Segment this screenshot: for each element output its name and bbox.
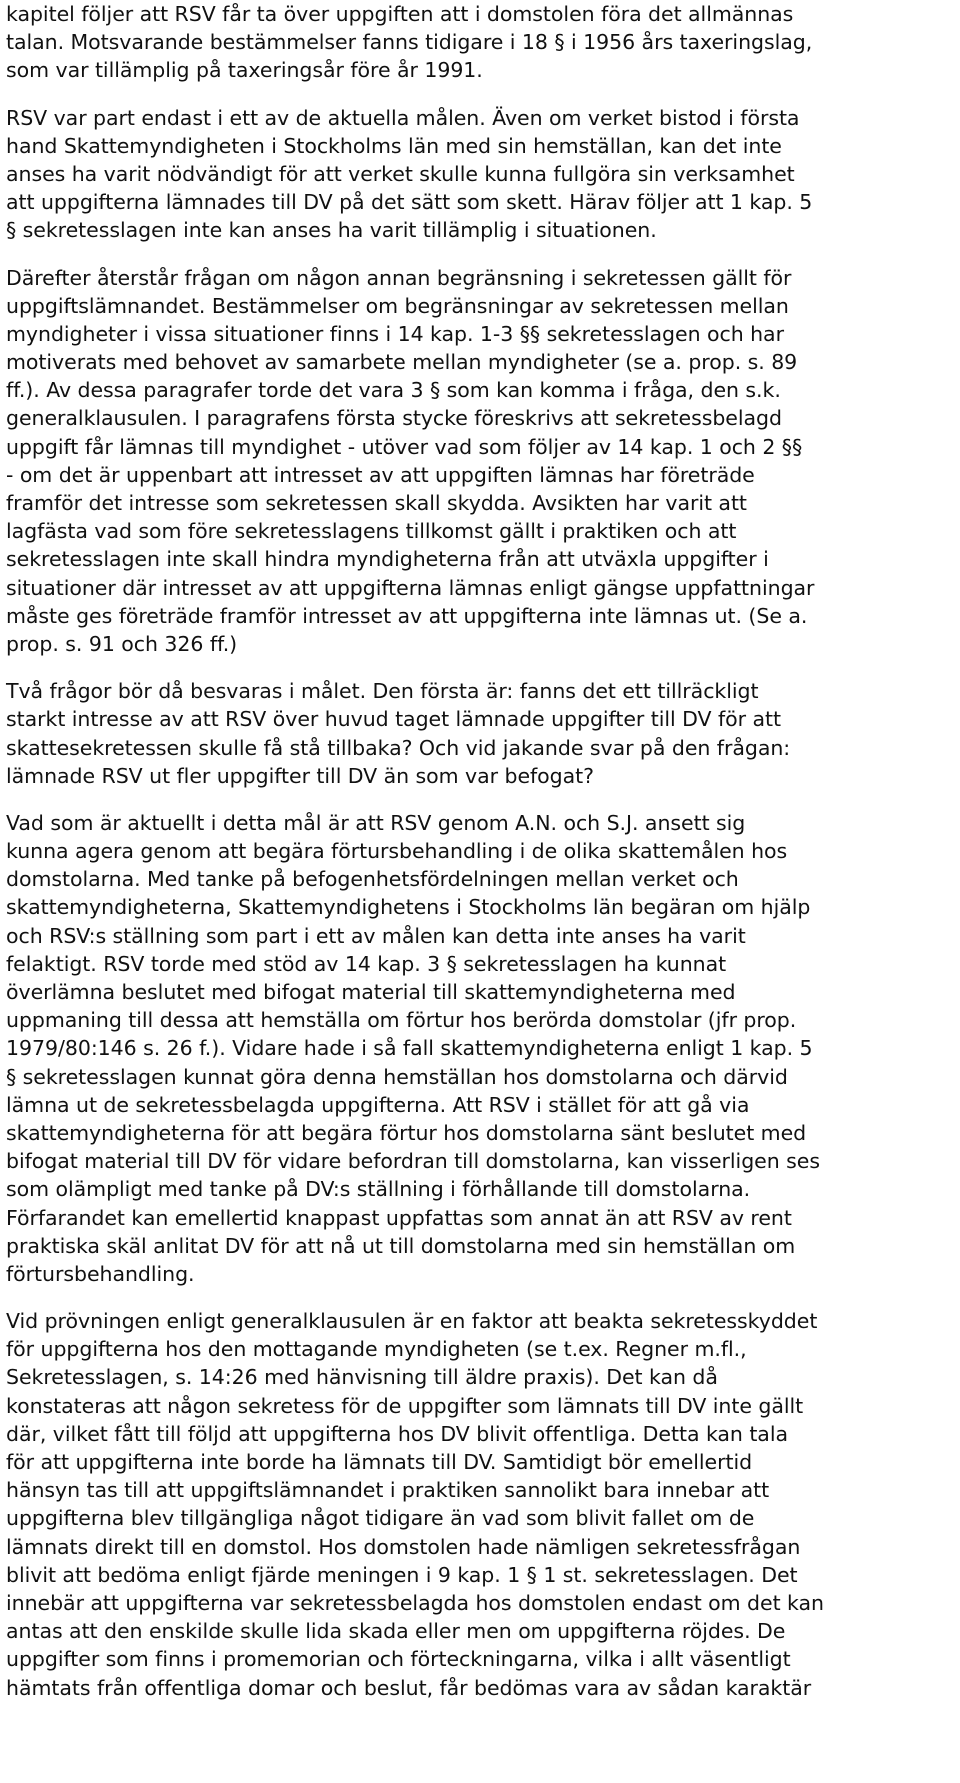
text-line: hämtats från offentliga domar och beslut, får bedömas vara av sådan karaktär [6,1675,812,1700]
text-line: lämna ut de sekretessbelagda uppgifterna. Att RSV i stället för att gå via [6,1092,750,1117]
paragraph-gap [6,1288,952,1307]
text-line: innebär att uppgifterna var sekretessbelagda hos domstolen endast om det kan [6,1590,824,1615]
text-line: domstolarna. Med tanke på befogenhetsfördelningen mellan verket och [6,867,739,892]
text-line: antas att den enskilde skulle lida skada eller men om uppgifterna röjdes. De [6,1619,786,1644]
text-line: Vad som är aktuellt i detta mål är att RSV genom A.N. och S.J. ansett sig [6,810,746,835]
paragraph-generalklausulen [6,264,952,659]
text-line: starkt intresse av att RSV över huvud taget lämnade uppgifter till DV för att [6,707,781,732]
text-line: Därefter återstår frågan om någon annan begränsning i sekretessen gällt för [6,265,792,290]
text-line: kapitel följer att RSV får ta över uppgiften att i domstolen föra det allmännas [6,2,794,26]
text-line: framför det intresse som sekretessen skall skydda. Avsikten har varit att [6,491,747,515]
text-line: talan. Motsvarande bestämmelser fanns tidigare i 18 § i 1956 års taxeringslag, [6,30,813,55]
text-line: och RSV:s ställning som part i ett av målen kan detta inte anses ha varit [6,923,746,948]
text-line: hand Skattemyndigheten i Stockholms län med sin hemställan, kan det inte [6,133,782,158]
text-line: som var tillämplig på taxeringsår före år 1991. [6,58,483,83]
paragraph-gap [6,85,952,104]
text-line: situationer där intresset av att uppgifterna lämnas enligt gängse uppfattningar [6,575,815,600]
paragraph-two-questions [6,677,952,790]
text-line: hänsyn tas till att uppgiftslämnandet i praktiken sannolikt bara innebar att [6,1478,770,1503]
text-line: skattemyndigheterna för att begära förtur hos domstolarna sänt beslutet med [6,1120,807,1145]
text-line: uppmaning till dessa att hemställa om förtur hos berörda domstolar (jfr prop. [6,1008,797,1033]
text-line: överlämna beslutet med bifogat material till skattemyndigheterna med [6,980,736,1004]
text-line: Två frågor bör då besvaras i målet. Den första är: fanns det ett tillräckligt [6,679,759,704]
paragraph-gap [6,790,952,809]
text-line: där, vilket fått till följd att uppgifterna hos DV blivit offentliga. Detta kan tala [6,1421,788,1446]
text-line: uppgiftslämnandet. Bestämmelser om begränsningar av sekretessen mellan [6,293,789,318]
text-line: generalklausulen. I paragrafens första stycke föreskrivs att sekretessbelagd [6,406,782,431]
paragraph-gap [6,245,952,264]
text-line: för uppgifterna hos den mottagande myndigheten (se t.ex. Regner m.fl., [6,1337,747,1362]
text-line: anses ha varit nödvändigt för att verket skulle kunna fullgöra sin verksamhet [6,161,795,186]
text-line: skattemyndigheterna, Skattemyndighetens i Stockholms län begäran om hjälp [6,895,811,920]
text-line: lagfästa vad som före sekretesslagens tillkomst gällt i praktiken och att [6,519,737,544]
text-line: uppgifter som finns i promemorian och förteckningarna, vilka i allt väsentligt [6,1647,791,1672]
text-line: konstateras att någon sekretess för de uppgifter som lämnats till DV inte gällt [6,1393,804,1418]
text-line: Förfarandet kan emellertid knappast uppfattas som annat än att RSV av rent [6,1205,792,1230]
text-line: att uppgifterna lämnades till DV på det sätt som skett. Härav följer att 1 kap. 5 [6,190,813,215]
text-line: måste ges företräde framför intresset av att uppgifterna inte lämnas ut. (Se a. [6,603,808,628]
text-line: Vid prövningen enligt generalklausulen är en faktor att beakta sekretesskyddet [6,1309,818,1334]
text-line: myndigheter i vissa situationer finns i 14 kap. 1-3 §§ sekretesslagen och har [6,321,784,346]
text-line: bifogat material till DV för vidare befordran till domstolarna, kan visserligen ses [6,1149,820,1174]
text-line: ff.). Av dessa paragrafer torde det vara 3 § som kan komma i fråga, den s.k. [6,378,781,403]
paragraph-rsv-part [6,104,952,245]
text-line: motiverats med behovet av samarbete mellan myndigheter (se a. prop. s. 89 [6,350,798,375]
text-line: sekretesslagen inte skall hindra myndigheterna från att utväxla uppgifter i [6,547,769,572]
text-line: § sekretesslagen inte kan anses ha varit tillämplig i situationen. [6,218,657,243]
text-line: lämnade RSV ut fler uppgifter till DV än som var befogat? [6,763,594,788]
text-line: för att uppgifterna inte borde ha lämnats till DV. Samtidigt bör emellertid [6,1450,753,1474]
text-line: förtursbehandling. [6,1261,195,1286]
text-line: § sekretesslagen kunnat göra denna hemställan hos domstolarna och därvid [6,1064,788,1089]
text-line: lämnats direkt till en domstol. Hos domstolen hade nämligen sekretessfrågan [6,1534,801,1559]
text-line: praktiska skäl anlitat DV för att nå ut till domstolarna med sin hemställan om [6,1233,796,1258]
text-line: Sekretesslagen, s. 14:26 med hänvisning till äldre praxis). Det kan då [6,1365,718,1390]
paragraph-gap [6,658,952,677]
paragraph-provning [6,1307,952,1702]
text-line: 1979/80:146 s. 26 f.). Vidare hade i så fall skattemyndigheterna enligt 1 kap. 5 [6,1036,813,1061]
text-line: blivit att bedöma enligt fjärde meningen i 9 kap. 1 § 1 st. sekretesslagen. Det [6,1562,798,1587]
text-line: prop. s. 91 och 326 ff.) [6,631,238,656]
paragraph-intro [6,0,952,85]
text-line: felaktigt. RSV torde med stöd av 14 kap. 3 § sekretesslagen ha kunnat [6,951,727,976]
text-line: skattesekretessen skulle få stå tillbaka? Och vid jakande svar på den frågan: [6,735,791,760]
text-line: uppgifterna blev tillgängliga något tidigare än vad som blivit fallet om de [6,1506,755,1531]
text-line: uppgift får lämnas till myndighet - utöver vad som följer av 14 kap. 1 och 2 §§ [6,434,803,459]
text-line: kunna agera genom att begära förtursbehandling i de olika skattemålen hos [6,839,788,864]
text-line: RSV var part endast i ett av de aktuella målen. Även om verket bistod i första [6,105,800,130]
text-line: som olämpligt med tanke på DV:s ställning i förhållande till domstolarna. [6,1177,751,1202]
paragraph-fortur [6,809,952,1288]
text-line: - om det är uppenbart att intresset av att uppgiften lämnas har företräde [6,462,755,487]
